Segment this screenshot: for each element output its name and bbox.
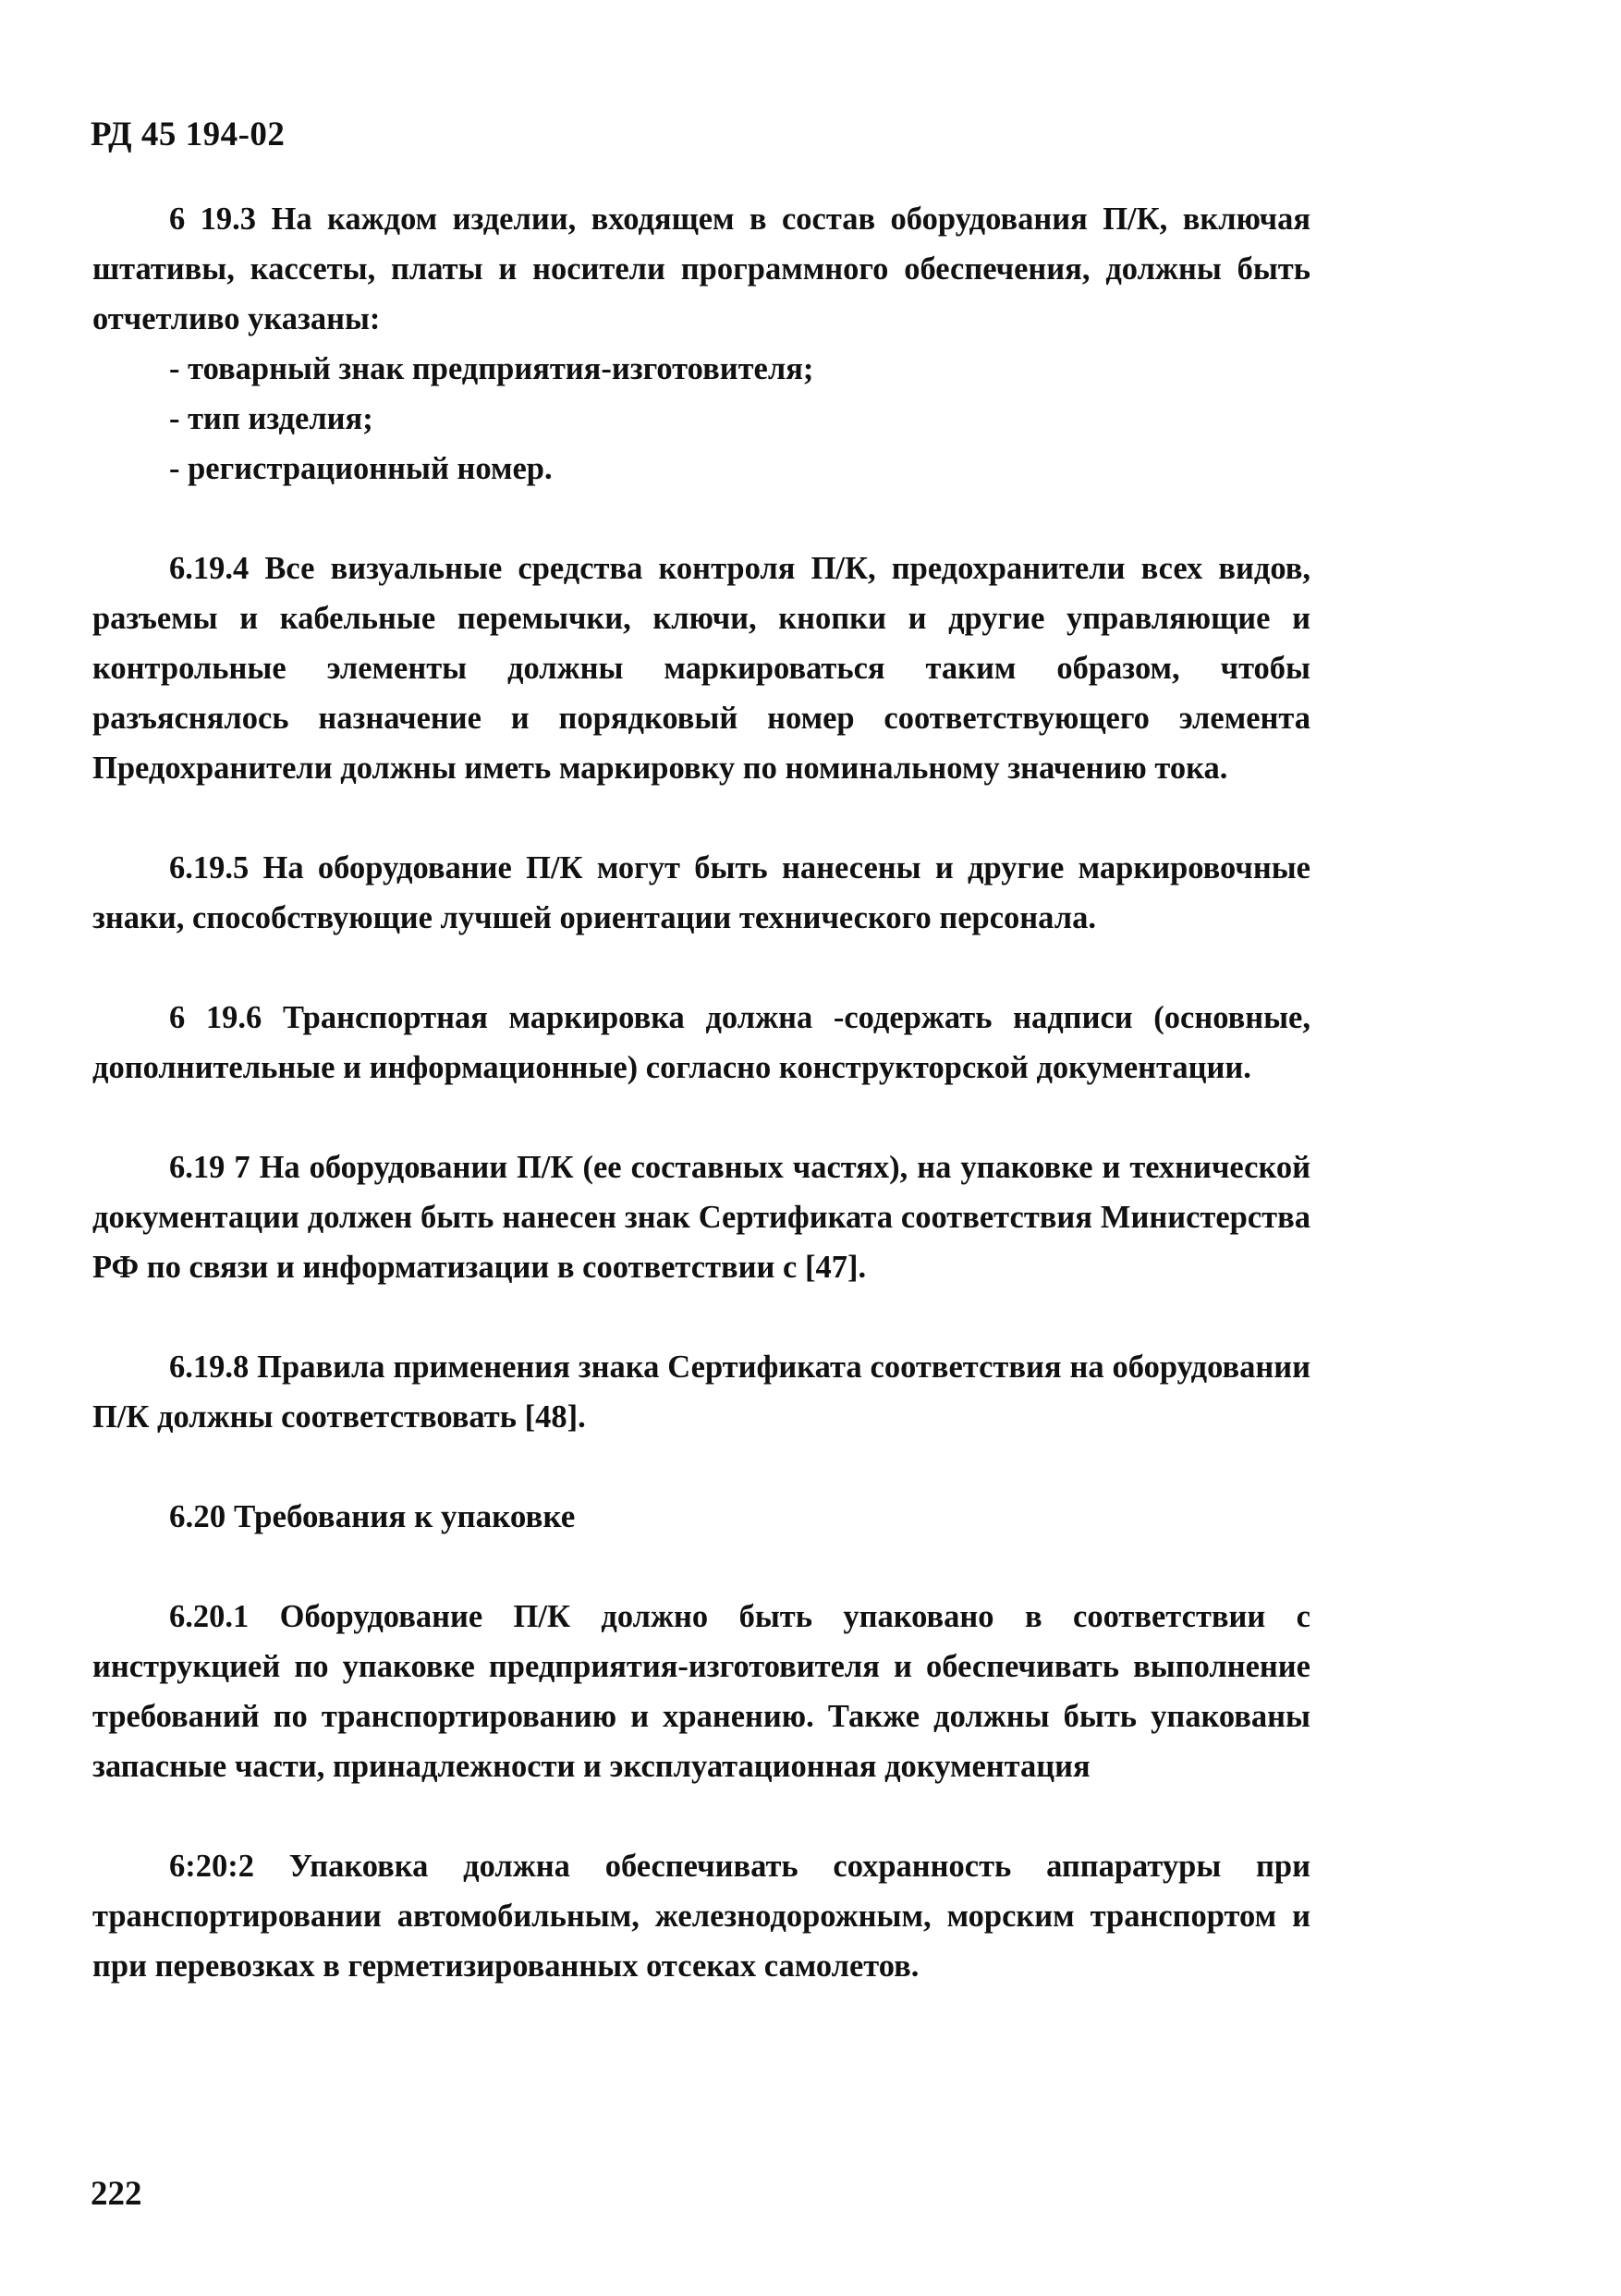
document-body [92,194,1310,2041]
paragraph-6-19-7: 6.19 7 На оборудовании П/К (ее составных частях), на упаковке и технической документации должен быть нанесен знак Сертификата соответствия Министерства РФ по связи и информатизации в соответствии с [47]. [92,1150,1310,1285]
list-item: - регистрационный номер. [169,451,553,486]
paragraph-6-19-4: 6.19.4 Все визуальные средства контроля П/К, предохранители всех видов, разъемы и кабельные перемычки, ключи, кнопки и другие управляющие и контрольные элементы должны маркироваться таким образом, чтобы разъяснялось назначение и порядковый номер соответствующего элемента Предохранители должны иметь маркировку по номинальному значению тока. [92,551,1310,786]
list-item: - товарный знак предприятия-изготовителя; [169,351,814,386]
paragraph-6-20-1: 6.20.1 Оборудование П/К должно быть упаковано в соответствии с инструкцией по упаковке предприятия-изготовителя и обеспечивать выполнение требований по транспортированию и хранению. Также должны быть упакованы запасные части, принадлежности и эксплуатационная документация [92,1599,1310,1784]
paragraph-6-19-6: 6 19.6 Транспортная маркировка должна -содержать надписи (основные, дополнительные и информационные) согласно конструкторской документации. [92,1000,1310,1085]
document-code: РД 45 194-02 [91,116,286,153]
paragraph-6-20-2: 6:20:2 Упаковка должна обеспечивать сохранность аппаратуры при транспортировании автомобильным, железнодорожным, морским транспортом и при перевозках в герметизированных отсеках самолетов. [92,1849,1310,1984]
section-heading-6-20: 6.20 Требования к упаковке [169,1498,576,1534]
paragraph-6-19-3: 6 19.3 На каждом изделии, входящем в состав оборудования П/К, включая штативы, кассеты, платы и носители программного обеспечения, должны быть отчетливо указаны: [92,202,1310,336]
paragraph-6-19-5: 6.19.5 На оборудование П/К могут быть нанесены и другие маркировочные знаки, способствующие лучшей ориентации технического персонала. [92,850,1310,935]
list-item: - тип изделия; [169,401,373,436]
marking-requirements-list [92,344,1310,494]
page-number: 222 [91,2175,142,2213]
paragraph-6-19-8: 6.19.8 Правила применения знака Сертификата соответствия на оборудовании П/К должны соответствовать [48]. [92,1350,1310,1435]
